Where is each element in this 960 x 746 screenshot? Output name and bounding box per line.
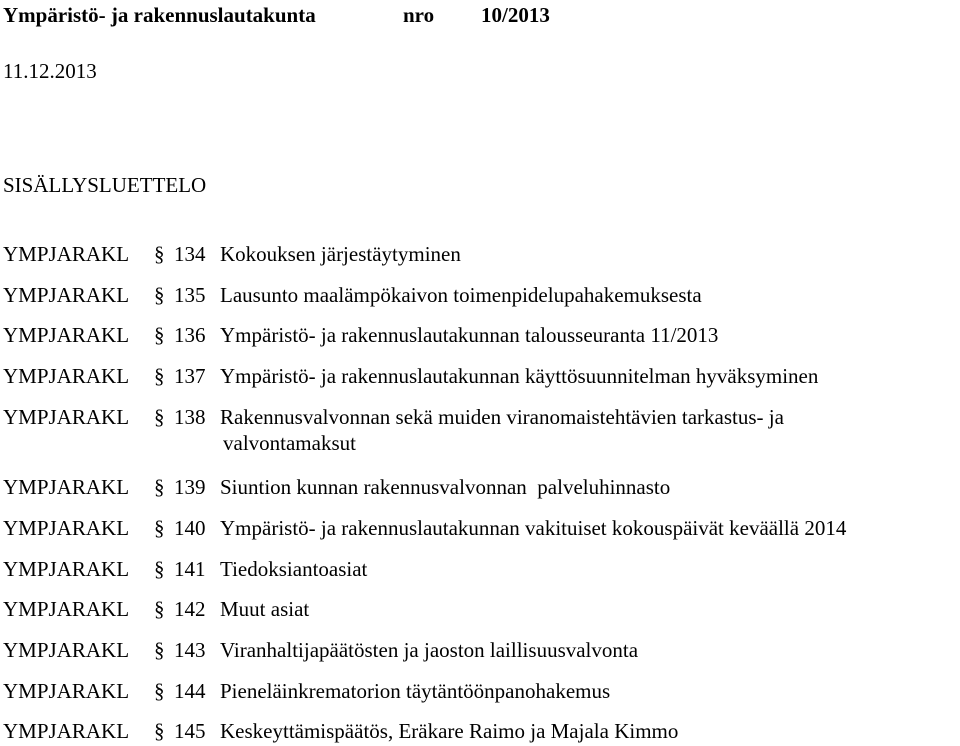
entry-number: 144 — [174, 679, 206, 703]
entry-title: Keskeyttämispäätös, Eräkare Raimo ja Majala Kimmo — [220, 719, 679, 743]
section-sign: § — [154, 283, 165, 307]
entry-code: YMPJARAKL — [3, 475, 130, 499]
entry-number: 138 — [174, 405, 206, 429]
entry-number: 135 — [174, 283, 206, 307]
entry-number: 136 — [174, 323, 206, 347]
toc-entry-145 — [3, 718, 678, 744]
committee-name: Ympäristö- ja rakennuslautakunta — [3, 3, 316, 27]
entry-code: YMPJARAKL — [3, 242, 130, 266]
section-sign: § — [154, 557, 165, 581]
section-sign: § — [154, 638, 165, 662]
entry-title: Tiedoksiantoasiat — [220, 557, 368, 581]
entry-title: Lausunto maalämpökaivon toimenpidelupahakemuksesta — [220, 283, 702, 307]
entry-title: Viranhaltijapäätösten ja jaoston laillisuusvalvonta — [220, 638, 639, 662]
toc-entry-140 — [3, 515, 846, 541]
section-sign: § — [154, 679, 165, 703]
section-sign: § — [154, 364, 165, 388]
meeting-date: 11.12.2013 — [3, 59, 97, 83]
entry-title: Ympäristö- ja rakennuslautakunnan käyttösuunnitelman hyväksyminen — [220, 364, 819, 388]
entry-title: Rakennusvalvonnan sekä muiden viranomaistehtävien tarkastus- ja — [220, 405, 784, 429]
entry-number: 142 — [174, 597, 206, 621]
entry-code: YMPJARAKL — [3, 405, 130, 429]
toc-entry-143 — [3, 637, 638, 663]
entry-number: 143 — [174, 638, 206, 662]
entry-title: Muut asiat — [220, 597, 310, 621]
entry-title-continuation: valvontamaksut — [223, 431, 356, 455]
entry-number: 137 — [174, 364, 206, 388]
toc-entry-139 — [3, 474, 670, 500]
section-sign: § — [154, 719, 165, 743]
entry-number: 134 — [174, 242, 206, 266]
section-sign: § — [154, 516, 165, 540]
entry-number: 141 — [174, 557, 206, 581]
entry-code: YMPJARAKL — [3, 516, 130, 540]
entry-title: Ympäristö- ja rakennuslautakunnan talousseuranta 11/2013 — [220, 323, 719, 347]
toc-entry-137 — [3, 363, 818, 389]
entry-title: Siuntion kunnan rakennusvalvonnan palveluhinnasto — [220, 475, 671, 499]
entry-title: Ympäristö- ja rakennuslautakunnan vakituiset kokouspäivät keväällä 2014 — [220, 516, 847, 540]
toc-title: SISÄLLYSLUETTELO — [3, 173, 207, 197]
entry-title: Pieneläinkrematorion täytäntöönpanohakemus — [220, 679, 611, 703]
toc-entry-138 — [3, 404, 784, 455]
toc-entry-136 — [3, 322, 718, 348]
section-sign: § — [154, 242, 165, 266]
entry-number: 140 — [174, 516, 206, 540]
entry-code: YMPJARAKL — [3, 679, 130, 703]
entry-title: Kokouksen järjestäytyminen — [220, 242, 461, 266]
entry-code: YMPJARAKL — [3, 557, 130, 581]
document-header — [3, 2, 550, 28]
entry-code: YMPJARAKL — [3, 283, 130, 307]
entry-code: YMPJARAKL — [3, 638, 130, 662]
toc-entry-135 — [3, 282, 702, 308]
entry-number: 145 — [174, 719, 206, 743]
toc-entry-144 — [3, 678, 610, 704]
section-sign: § — [154, 475, 165, 499]
section-sign: § — [154, 405, 165, 429]
toc-entry-141 — [3, 556, 367, 582]
nro-label: nro — [403, 3, 435, 27]
section-sign: § — [154, 597, 165, 621]
entry-code: YMPJARAKL — [3, 719, 130, 743]
entry-code: YMPJARAKL — [3, 364, 130, 388]
toc-entry-142 — [3, 596, 309, 622]
meeting-number: 10/2013 — [481, 3, 550, 27]
entry-number: 139 — [174, 475, 206, 499]
entry-code: YMPJARAKL — [3, 323, 130, 347]
toc-entry-134 — [3, 241, 461, 267]
section-sign: § — [154, 323, 165, 347]
entry-code: YMPJARAKL — [3, 597, 130, 621]
